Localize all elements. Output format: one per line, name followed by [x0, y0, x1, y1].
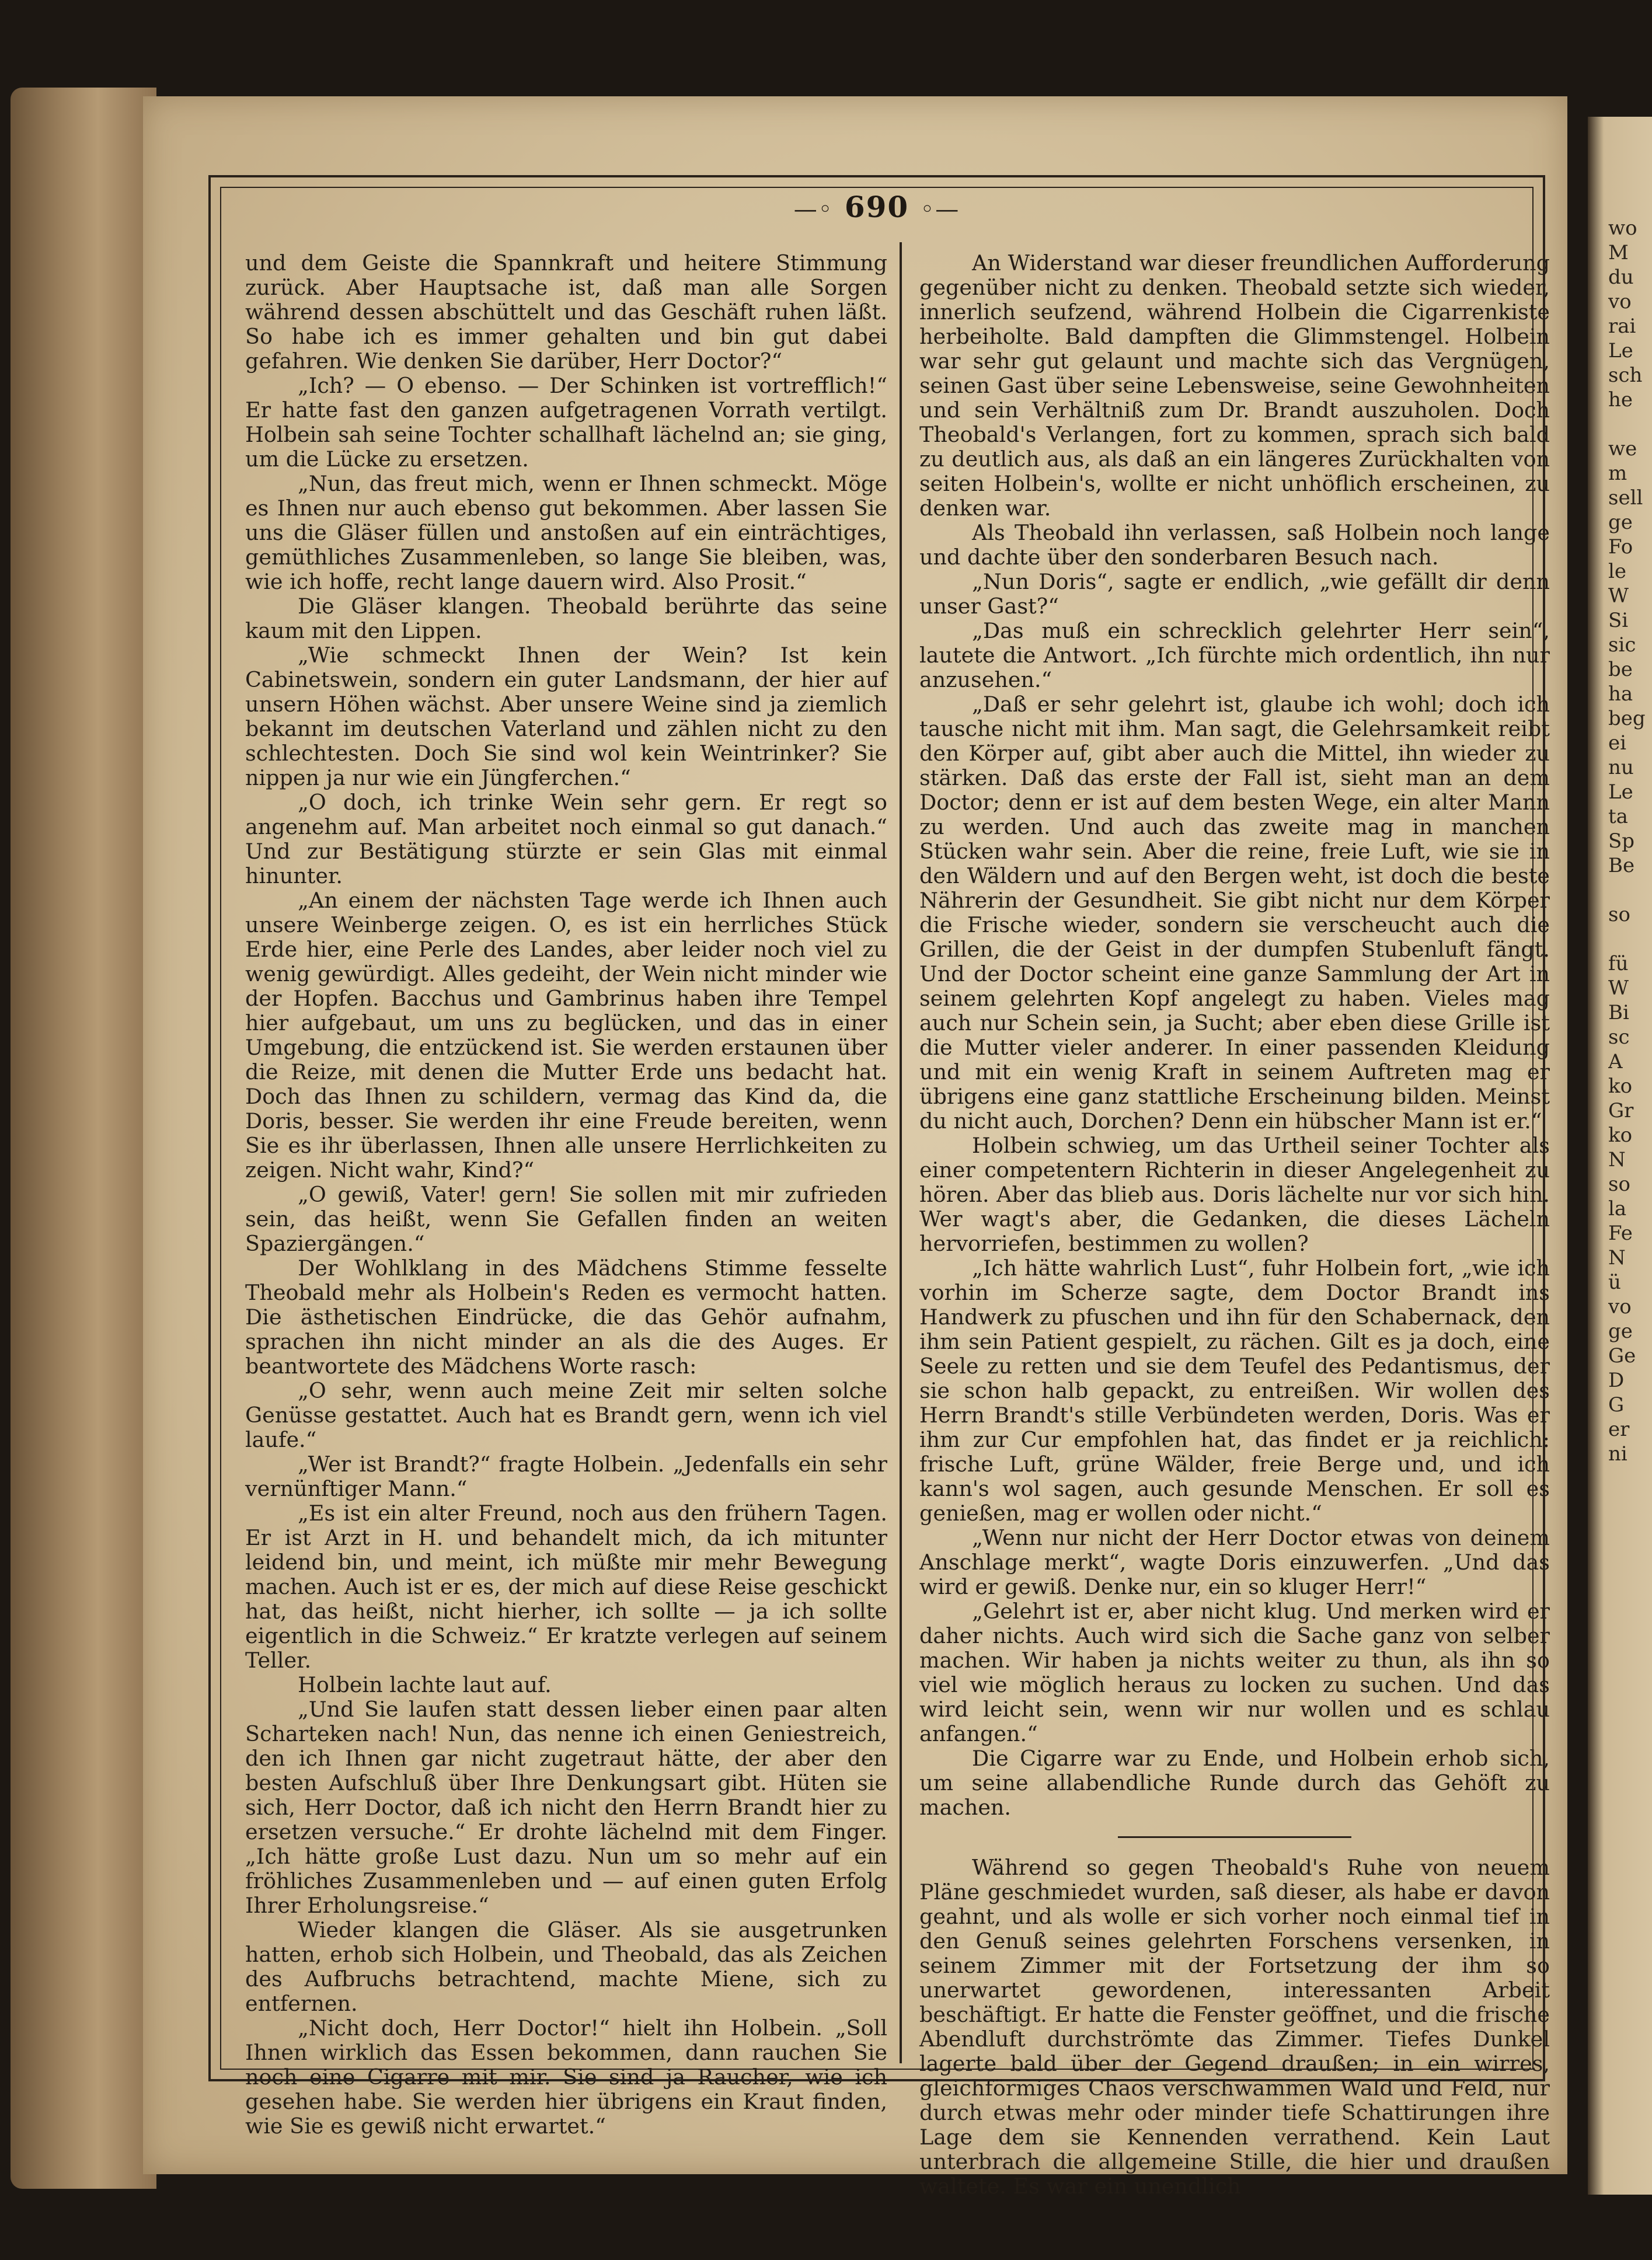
- paragraph: Die Cigarre war zu Ende, und Holbein erhob sich, um seine allabendliche Runde durch das Gehöft zu machen.: [919, 1746, 1550, 1820]
- facing-page-fragment: nu: [1608, 756, 1634, 779]
- facing-page-fragment: we: [1608, 437, 1637, 461]
- paragraph: „Und Sie laufen statt dessen lieber einen paar alten Scharteken nach! Nun, das nenne ich einen Geniestreich, den ich Ihnen gar nicht zugetraut hätte, der aber den besten Aufschluß über Ihre Denkungsart gibt. Hüten sie sich, Herr Doctor, daß ich nicht den Herrn Brandt hier zu ersetzen versuche.“ Er drohte lächelnd mit dem Finger. „Ich hätte große Lust dazu. Nun um so mehr auf ein fröhliches Zusammenleben und — auf einen guten Erfolg Ihrer Erholungsreise.“: [245, 1697, 887, 1918]
- facing-page-fragment: [1608, 412, 1649, 437]
- facing-page-fragment: Fo: [1608, 535, 1633, 559]
- right-column-part-2: [919, 1856, 1550, 2199]
- facing-page-fragment: sc: [1608, 1026, 1630, 1049]
- facing-page-fragment: sell: [1608, 486, 1643, 510]
- paragraph: Wieder klangen die Gläser. Als sie ausgetrunken hatten, erhob sich Holbein, und Theobald, das als Zeichen des Aufbruchs betrachtend, machte Miene, sich zu entfernen.: [245, 1917, 887, 2016]
- facing-page-fragment: ge: [1608, 1320, 1633, 1343]
- facing-page-fragment: W: [1608, 976, 1629, 1000]
- facing-page-fragment: wo: [1608, 217, 1637, 240]
- facing-page-fragment: ei: [1608, 731, 1626, 755]
- facing-page-fragment: ni: [1608, 1442, 1627, 1466]
- paragraph: „Ich hätte wahrlich Lust“, fuhr Holbein fort, „wie ich vorhin im Scherze sagte, dem Doctor Brandt ins Handwerk zu pfuschen und ihn für den Schabernack, den ihm sein Patient gespielt, zu rächen. Gilt es ja doch, eine Seele zu retten und sie dem Teufel des Pedantismus, der sie schon halb gepackt, zu entreißen. Wir wollen des Herrn Brandt's stille Verbündeten werden, Doris. Was er ihm zur Cur empfohlen hat, das findet er ja reichlich: frische Luft, grüne Wälder, freie Berge und, und ich kann's wol sagen, auch gesunde Menschen. Er soll es genießen, mag er wollen oder nicht.“: [919, 1255, 1550, 1526]
- column-divider: [900, 242, 902, 2063]
- paragraph: „Es ist ein alter Freund, noch aus den frühern Tagen. Er ist Arzt in H. und behandelt mich, da ich mitunter leidend bin, und meint, ich müßte mir mehr Bewegung machen. Auch ist er es, der mich auf diese Reise geschickt hat, das heißt, nicht hierher, ich sollte — ja ich sollte eigentlich in die Schweiz.“ Er kratzte verlegen auf seinem Teller.: [245, 1501, 887, 1673]
- paragraph: An Widerstand war dieser freundlichen Aufforderung gegenüber nicht zu denken. Theobald setzte sich wieder, innerlich seufzend, während Holbein die Cigarrenkiste herbeiholte. Bald dampften die Glimmstengel. Holbein war sehr gut gelaunt und machte sich das Vergnügen, seinen Gast über seine Lebensweise, seine Gewohnheiten und sein Verhältniß zum Dr. Brandt auszuholen. Doch Theobald's Verlangen, fort zu kommen, sprach sich bald zu deutlich aus, als daß an ein längeres Zurückhalten von seiten Holbein's, wollte er nicht unhöflich erscheinen, zu denken war.: [919, 250, 1550, 521]
- facing-page-fragment: Fe: [1608, 1222, 1633, 1245]
- facing-page-fragment: [1608, 878, 1649, 902]
- paragraph: Holbein lachte laut auf.: [298, 1672, 552, 1697]
- facing-page-fragment: [1608, 927, 1649, 951]
- left-column: [245, 251, 887, 2139]
- facing-page-fragment: G: [1608, 1393, 1625, 1417]
- paragraph: Während so gegen Theobald's Ruhe von neuem Pläne geschmiedet wurden, saß dieser, als habe er davon geahnt, und als wolle er sich vorher noch einmal tief in den Genuß seines gelehrten Forschens versenken, in seinem Zimmer mit der Fortsetzung der ihm so unerwartet gewordenen, interessanten Arbeit beschäftigt. Er hatte die Fenster geöffnet, und die frische Abendluft durchströmte das Zimmer. Tiefes Dunkel lagerte bald über der Gegend draußen; in ein wirres, gleichförmiges Chaos verschwammen Wald und Feld, nur durch etwas mehr oder minder tiefe Schattirungen ihre Lage dem sie Kennenden verrathend. Kein Laut unterbrach die allgemeine Stille, die hier und draußen waltete. Es war ein unendlich: [919, 1855, 1550, 2199]
- facing-page-fragment: Le: [1608, 780, 1633, 804]
- facing-page-fragment: ko: [1608, 1075, 1633, 1098]
- facing-page-fragment: fü: [1608, 952, 1629, 975]
- facing-page-fragment: ha: [1608, 682, 1633, 706]
- facing-page-fragment: D: [1608, 1369, 1625, 1392]
- facing-page-fragment: rai: [1608, 315, 1636, 338]
- facing-page-fragment: he: [1608, 388, 1633, 411]
- paragraph: und dem Geiste die Spannkraft und heitere Stimmung zurück. Aber Hauptsache ist, daß man alle Sorgen während dessen abschüttelt und das Geschäft ruhen läßt. So habe ich es immer gehalten und bin gut dabei gefahren. Wie denken Sie darüber, Herr Doctor?“: [245, 250, 887, 374]
- facing-page-fragment: sch: [1608, 364, 1643, 387]
- facing-page-fragment: ko: [1608, 1124, 1633, 1147]
- paragraph: „Das muß ein schrecklich gelehrter Herr sein“, lautete die Antwort. „Ich fürchte mich ordentlich, ihn nur anzusehen.“: [919, 618, 1550, 692]
- facing-page-fragment: Gr: [1608, 1099, 1634, 1122]
- paragraph: „O doch, ich trinke Wein sehr gern. Er regt so angenehm auf. Man arbeitet noch einmal so gut danach.“ Und zur Bestätigung stürzte er sein Glas mit einmal hinunter.: [245, 790, 887, 888]
- paragraph: „An einem der nächsten Tage werde ich Ihnen auch unsere Weinberge zeigen. O, es ist ein herrliches Stück Erde hier, eine Perle des Landes, aber leider noch viel zu wenig gewürdigt. Alles gedeiht, der Wein nicht minder wie der Hopfen. Bacchus und Gambrinus haben ihre Tempel hier aufgebaut, um uns zu beglücken, und das in einer Umgebung, die entzückend ist. Sie werden erstaunen über die Reize, mit denen die Mutter Erde uns bedacht hat. Doch das Ihnen zu schildern, vermag das Kind da, die Doris, besser. Sie werden ihr eine Freude bereiten, wenn Sie es ihr überlassen, Ihnen alle unsere Herrlichkeiten zu zeigen. Nicht wahr, Kind?“: [245, 888, 887, 1183]
- header-ornament-right: ◦—: [920, 196, 960, 223]
- facing-page-fragment: sic: [1608, 633, 1636, 657]
- facing-page-fragment: ü: [1608, 1271, 1621, 1294]
- facing-page-fragment: beg: [1608, 707, 1646, 730]
- facing-page-fragment: m: [1608, 462, 1627, 485]
- paragraph: „Ich? — O ebenso. — Der Schinken ist vortrefflich!“ Er hatte fast den ganzen aufgetragenen Vorrath vertilgt. Holbein sah seine Tochter schallhaft lächelnd an; sie ging, um die Lücke zu ersetzen.: [245, 373, 887, 472]
- facing-page-fragment: Ge: [1608, 1344, 1636, 1368]
- paragraph: „Nun Doris“, sagte er endlich, „wie gefällt dir denn unser Gast?“: [919, 569, 1550, 619]
- paragraph: „Nicht doch, Herr Doctor!“ hielt ihn Holbein. „Soll Ihnen wirklich das Essen bekommen, dann rauchen Sie noch eine Cigarre mit mir. Sie sind ja Raucher, wie ich gesehen habe. Sie werden hier übrigens ein Kraut finden, wie Sie es gewiß nicht erwartet.“: [245, 2015, 887, 2139]
- paragraph: „O gewiß, Vater! gern! Sie sollen mit mir zufrieden sein, das heißt, wenn Sie Gefallen finden an weiten Spaziergängen.“: [245, 1182, 887, 1256]
- facing-page-fragment: Bi: [1608, 1001, 1629, 1024]
- paragraph: Holbein schwieg, um das Urtheil seiner Tochter als einer competentern Richterin in dieser Angelegenheit zu hören. Aber das blieb aus. Doris lächelte nur vor sich hin. Wer wagt's aber, die Gedanken, die dieses Lächeln hervorriefen, bestimmen zu wollen?: [919, 1133, 1550, 1256]
- facing-page-fragment: ge: [1608, 511, 1633, 534]
- right-column: [919, 251, 1550, 2199]
- paragraph: Der Wohlklang in des Mädchens Stimme fesselte Theobald mehr als Holbein's Reden es vermocht hatten. Die ästhetischen Eindrücke, die das Gehör aufnahm, sprachen ihn nicht minder an als die des Auges. Er beantwortete des Mädchens Worte rasch:: [245, 1255, 887, 1379]
- book-page-stack: [11, 88, 156, 2189]
- paragraph: „Daß er sehr gelehrt ist, glaube ich wohl; doch ich tausche nicht mit ihm. Man sagt, die Gelehrsamkeit reibt den Körper auf, gibt aber auch die Mittel, ihn wieder zu stärken. Daß das erste der Fall ist, sieht man an dem Doctor; denn er ist auf dem besten Wege, ein alter Mann zu werden. Und auch das zweite mag in manchen Stücken wahr sein. Aber die reine, freie Luft, wie sie in den Wäldern und auf den Bergen weht, ist doch die beste Nährerin der Gesundheit. Sie gibt nicht nur dem Körper die Frische wieder, sondern sie verscheucht auch die Grillen, die der Geist in der dumpfen Stubenluft fängt. Und der Doctor scheint eine ganze Sammlung der Art in seinem gelehrten Kopf angelegt zu haben. Vieles mag auch nur Schein sein, ja Sucht; aber eben diese Grille ist die Mutter vieler anderer. In einer passenden Kleidung und mit ein wenig Kraft in seinem Auftreten mag er übrigens eine ganz stattliche Erscheinung bilden. Meinst du nicht auch, Dorchen? Denn ein hübscher Mann ist er.“: [919, 692, 1550, 1134]
- paragraph: „Wenn nur nicht der Herr Doctor etwas von deinem Anschlage merkt“, wagte Doris einzuwerfen. „Und das wird er gewiß. Denke nur, ein so kluger Herr!“: [919, 1525, 1550, 1599]
- section-divider-rule: [1118, 1836, 1351, 1838]
- facing-page-text-fragments: [1608, 216, 1649, 1466]
- facing-page-fragment: vo: [1608, 1295, 1632, 1319]
- facing-page-fragment: vo: [1608, 290, 1632, 313]
- facing-page-fragment: du: [1608, 266, 1634, 289]
- facing-page-fragment: be: [1608, 658, 1633, 681]
- facing-page-fragment: M: [1608, 241, 1629, 264]
- facing-page-fragment: Le: [1608, 339, 1633, 362]
- facing-page-fragment: Sp: [1608, 829, 1635, 853]
- facing-page-fragment: Si: [1608, 609, 1629, 632]
- paragraph: „Wie schmeckt Ihnen der Wein? Ist kein Cabinetswein, sondern ein guter Landsmann, der hier auf unsern Höhen wächst. Aber unsere Weine sind ja ziemlich bekannt im deutschen Vaterland und zählen nicht zu den schlechtesten. Doch Sie sind wol kein Weintrinker? Sie nippen ja nur wie ein Jüngferchen.“: [245, 643, 887, 790]
- facing-page-fragment: so: [1608, 1173, 1630, 1196]
- facing-page-fragment: so: [1608, 903, 1630, 926]
- paragraph: Als Theobald ihn verlassen, saß Holbein noch lange und dachte über den sonderbaren Besuch nach.: [919, 520, 1550, 570]
- facing-page-fragment: Be: [1608, 854, 1635, 877]
- facing-page-fragment: A: [1608, 1050, 1623, 1073]
- page-number: 690: [844, 190, 909, 224]
- facing-page-fragment: le: [1608, 560, 1626, 583]
- paragraph: „Nun, das freut mich, wenn er Ihnen schmeckt. Möge es Ihnen nur auch ebenso gut bekommen. Aber lassen Sie uns die Gläser füllen und anstoßen auf ein einträchtiges, gemüthliches Zusammenleben, so lange Sie bleiben, was, wie ich hoffe, recht lange dauern wird. Also Prosit.“: [245, 471, 887, 594]
- facing-page-fragment: W: [1608, 584, 1629, 608]
- facing-page-fragment: er: [1608, 1418, 1630, 1441]
- paragraph: Die Gläser klangen. Theobald berührte das seine kaum mit den Lippen.: [245, 594, 887, 643]
- facing-page-fragment: N: [1608, 1148, 1626, 1171]
- facing-page-fragment: la: [1608, 1197, 1627, 1220]
- paragraph: „Wer ist Brandt?“ fragte Holbein. „Jedenfalls ein sehr vernünftiger Mann.“: [245, 1452, 887, 1501]
- header-ornament-left: —◦: [793, 196, 834, 223]
- facing-page-fragment: N: [1608, 1246, 1626, 1269]
- paragraph: „Gelehrt ist er, aber nicht klug. Und merken wird er daher nichts. Auch wird sich die Sache ganz von selber machen. Wir haben ja nichts weiter zu thun, als ihn so viel wie möglich heraus zu locken zu suchen. Und das wird leicht sein, wenn wir nur wollen und es schlau anfangen.“: [919, 1599, 1550, 1746]
- paragraph: „O sehr, wenn auch meine Zeit mir selten solche Genüsse gestattet. Auch hat es Brandt gern, wenn ich viel laufe.“: [245, 1378, 887, 1452]
- page-header: [220, 190, 1533, 236]
- facing-page-fragment: ta: [1608, 805, 1628, 828]
- right-column-part-1: [919, 251, 1550, 1820]
